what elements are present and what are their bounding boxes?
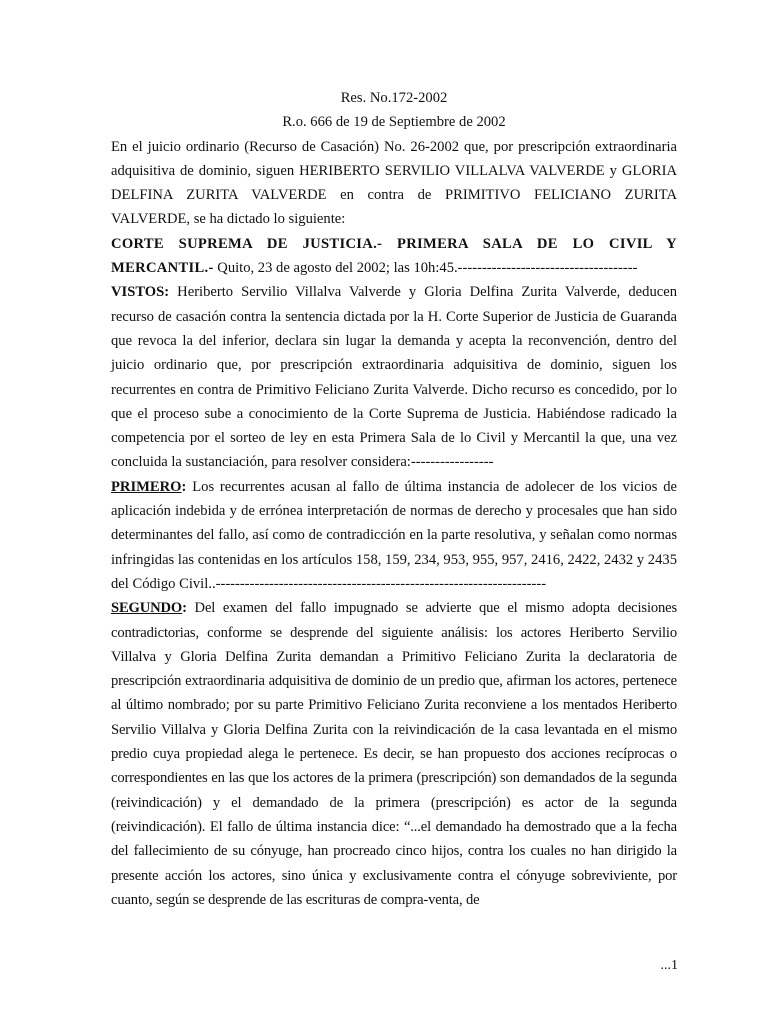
segundo-label: SEGUNDO [111, 600, 183, 617]
vistos-paragraph [111, 280, 677, 474]
segundo-colon: : [182, 600, 187, 617]
segundo-paragraph [111, 596, 677, 912]
intro-text: En el juicio ordinario (Recurso de Casación) No. 26-2002 que, por prescripción extraordinaria adquisitiva de dominio, siguen HERIBERTO SERVILIO VILLALVA VALVERDE y GLORIA DELFINA ZURITA VALVERDE en contra de PRIMITIVO FELICIANO ZURITA VALVERDE, se ha dictado lo siguiente: [111, 138, 677, 228]
primero-label: PRIMERO [111, 478, 182, 495]
registry-line: R.o. 666 de 19 de Septiembre de 2002 [282, 114, 506, 131]
vistos-text: Heriberto Servilio Villalva Valverde y Gloria Delfina Zurita Valverde, deducen recurso de casación contra la sentencia dictada por la H. Corte Superior de Justicia de Guaranda que revoca la del inferior, declara sin lugar la demanda y acepta la reconvención, dentro del juicio ordinario que, por prescripción extraordinaria adquisitiva de dominio, siguen los recurrentes en contra de Primitivo Feliciano Zurita Valverde. Dicho recurso es concedido, por lo que el proceso sube a conocimiento de la Corte Suprema de Justicia. Habiéndose radicado la competencia por el sorteo de ley en esta Primera Sala de lo Civil y Mercantil la que, una vez concluida la sustanciación, para resolver considera:----------------- [111, 284, 677, 471]
segundo-text: Del examen del fallo impugnado se advierte que el mismo adopta decisiones contradictorias, conforme se desprende del siguiente análisis: los actores Heriberto Servilio Villalva y Gloria Delfina Zurita demandan a Primitivo Feliciano Zurita la declaratoria de prescripción extraordinaria adquisitiva de dominio de un predio que, afirman los actores, pertenece al último nombrado; por su parte Primitivo Feliciano Zurita reconviene a los mentados Heriberto Servilio Villalva y Gloria Delfina Zurita con la reivindicación de la casa levantada en el mismo predio cuya propiedad alega le pertenece. Es decir, se han propuesto dos acciones recíprocas o correspondientes en las que los actores de la primera (prescripción) son demandados de la segunda (reivindicación) y el demandado de la primera (prescripción) es actor de la segunda (reivindicación). El fallo de última instancia dice: “...el demandado ha demostrado que a la fecha del fallecimiento de su cónyuge, han procreado cinco hijos, contra los cuales no han dirigido la presente acción los actores, sino única y exclusivamente contra el cónyuge sobreviviente, por cuanto, según se desprende de las escrituras de compra-venta, de [111, 600, 677, 908]
resolution-number: Res. No.172-2002 [340, 90, 448, 106]
vistos-label: VISTOS: [111, 284, 170, 301]
court-paragraph [111, 232, 677, 281]
court-heading: CORTE SUPREMA DE JUSTICIA.- PRIMERA SALA DE LO CIVIL Y MERCANTIL.- [111, 235, 677, 277]
intro-paragraph [111, 135, 677, 232]
page-number: ...1 [660, 958, 678, 973]
primero-paragraph [111, 475, 677, 596]
primero-text: Los recurrentes acusan al fallo de última instancia de adolecer de los vicios de aplicación indebida y de errónea interpretación de normas de derecho y procesales que han sido determinantes del fallo, así como de contradicción en la parte resolutiva, y señalan como normas infringidas las contenidas en los artículos 158, 159, 234, 953, 955, 957, 2416, 2422, 2432 y 2435 del Código Civil..-------------------------------------------------------------------- [111, 478, 677, 592]
court-date-line: Quito, 23 de agosto del 2002; las 10h:45.------------------------------------- [213, 260, 638, 277]
primero-colon: : [181, 478, 187, 495]
document-page [111, 86, 677, 912]
